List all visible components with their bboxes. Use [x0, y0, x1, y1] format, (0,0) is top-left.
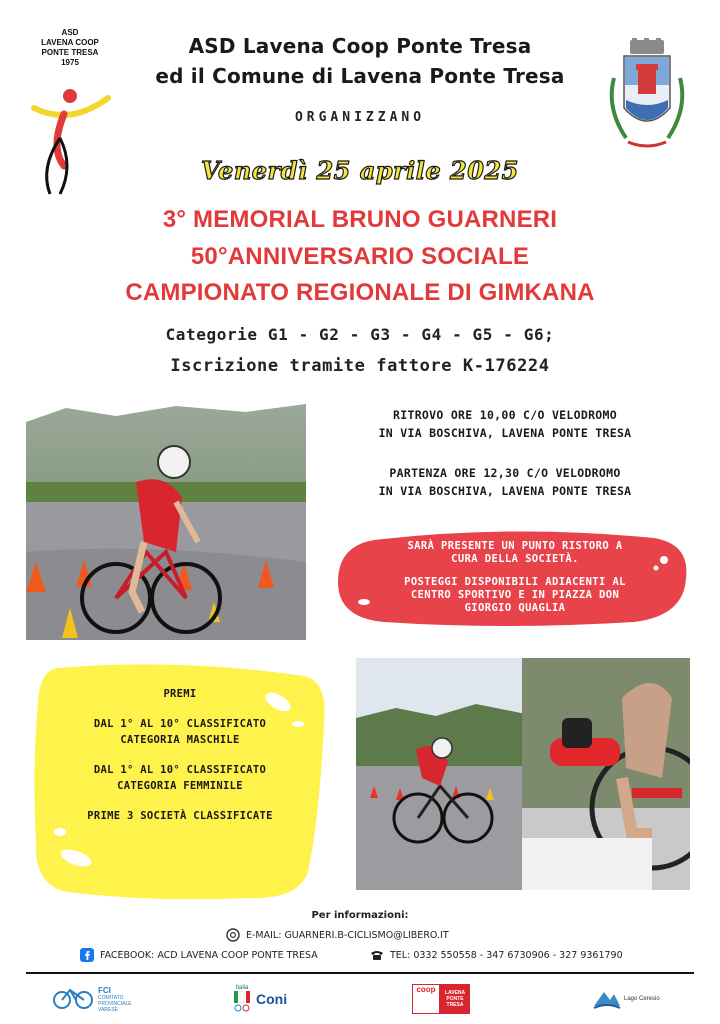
premi-text	[60, 686, 300, 824]
telephone-text[interactable]: TEL: 0332 550558 - 347 6730906 - 327 9361790	[390, 949, 623, 961]
notice-line: CENTRO SPORTIVO E IN PIAZZA DON	[410, 589, 620, 601]
ritrovo-line: IN VIA BOSCHIVA, LAVENA PONTE TRESA	[378, 426, 632, 440]
notice-line: CURA DELLA SOCIETÀ.	[451, 553, 579, 565]
premi-heading: PREMI	[163, 688, 197, 700]
premi-line: DAL 1° AL 10° CLASSIFICATO	[93, 718, 267, 730]
coop-top-label: coop	[416, 985, 436, 994]
club-logo-line: PONTE TRESA	[41, 48, 99, 57]
partenza-line: IN VIA BOSCHIVA, LAVENA PONTE TRESA	[378, 484, 632, 498]
title-anniversary: 50°ANNIVERSARIO SOCIALE	[190, 243, 530, 270]
notice-text	[360, 540, 670, 615]
ritrovo-info	[355, 406, 655, 442]
notice-line: POSTEGGI DISPONIBILI ADIACENTI AL	[404, 576, 626, 588]
title-memorial: 3° MEMORIAL BRUNO GUARNERI	[162, 206, 558, 233]
footer-divider	[26, 972, 694, 974]
coop-side-label: LAVENA PONTE TRESA	[440, 984, 470, 1014]
sponsor-coni-logo	[232, 980, 302, 1018]
cyclist-photo-main	[26, 402, 306, 640]
categories-text: Categorie G1 - G2 - G3 - G4 - G5 - G6;	[165, 325, 555, 344]
sponsor-lago-ceresio-logo	[592, 980, 662, 1018]
organizer-line-2: ed il Comune di Lavena Ponte Tresa	[155, 64, 565, 88]
telephone-icon	[370, 948, 384, 962]
club-logo-line: ASD	[61, 28, 79, 37]
contacts-heading: Per informazioni:	[311, 910, 409, 921]
partenza-line: PARTENZA ORE 12,30 C/O VELODROMO	[389, 466, 621, 480]
registration-text: Iscrizione tramite fattore K-176224	[170, 356, 550, 376]
club-logo-line: LAVENA COOP	[41, 38, 99, 47]
email-text[interactable]: E-MAIL: GUARNERI.B-CICLISMO@LIBERO.IT	[246, 929, 449, 941]
bicycle-icon	[52, 986, 94, 1012]
coni-top-label: Italia	[235, 985, 249, 991]
email-row[interactable]	[226, 928, 449, 942]
premi-line: CATEGORIA MASCHILE	[120, 734, 240, 746]
title-championship: CAMPIONATO REGIONALE DI GIMKANA	[125, 279, 595, 306]
lake-icon	[592, 984, 622, 1014]
notice-line: SARÀ PRESENTE UN PUNTO RISTORO A	[407, 540, 623, 552]
lago-label: Lago Ceresio	[624, 996, 660, 1002]
fci-sub-label: COMITATO PROVINCIALE VARESE	[98, 994, 132, 1013]
organizzano-label: ORGANIZZANO	[294, 110, 426, 125]
facebook-row[interactable]	[80, 948, 318, 962]
premi-line: PRIME 3 SOCIETÀ CLASSIFICATE	[87, 810, 273, 822]
cyclist-photo-track	[356, 658, 526, 890]
premi-line: DAL 1° AL 10° CLASSIFICATO	[93, 764, 267, 776]
sponsor-fci-logo	[52, 980, 142, 1018]
ritrovo-line: RITROVO ORE 10,00 C/O VELODROMO	[393, 408, 617, 422]
event-date: Venerdì 25 aprile 2025	[201, 156, 519, 185]
organizer-line-1: ASD Lavena Coop Ponte Tresa	[188, 34, 532, 58]
cyclist-photo-bottle	[522, 658, 690, 890]
partenza-info	[355, 464, 655, 500]
email-icon	[226, 928, 240, 942]
club-logo-line: 1975	[61, 58, 79, 67]
olympic-rings-icon	[232, 991, 252, 1013]
telephone-row[interactable]	[370, 948, 623, 962]
fci-label: FCI	[98, 985, 111, 995]
premi-line: CATEGORIA FEMMINILE	[117, 780, 243, 792]
coni-label: Coni	[256, 991, 288, 1007]
notice-line: GIORGIO QUAGLIA	[464, 602, 566, 614]
facebook-text[interactable]: FACEBOOK: ACD LAVENA COOP PONTE TRESA	[100, 949, 318, 961]
facebook-icon	[80, 948, 94, 962]
sponsor-coop-logo	[412, 980, 476, 1018]
